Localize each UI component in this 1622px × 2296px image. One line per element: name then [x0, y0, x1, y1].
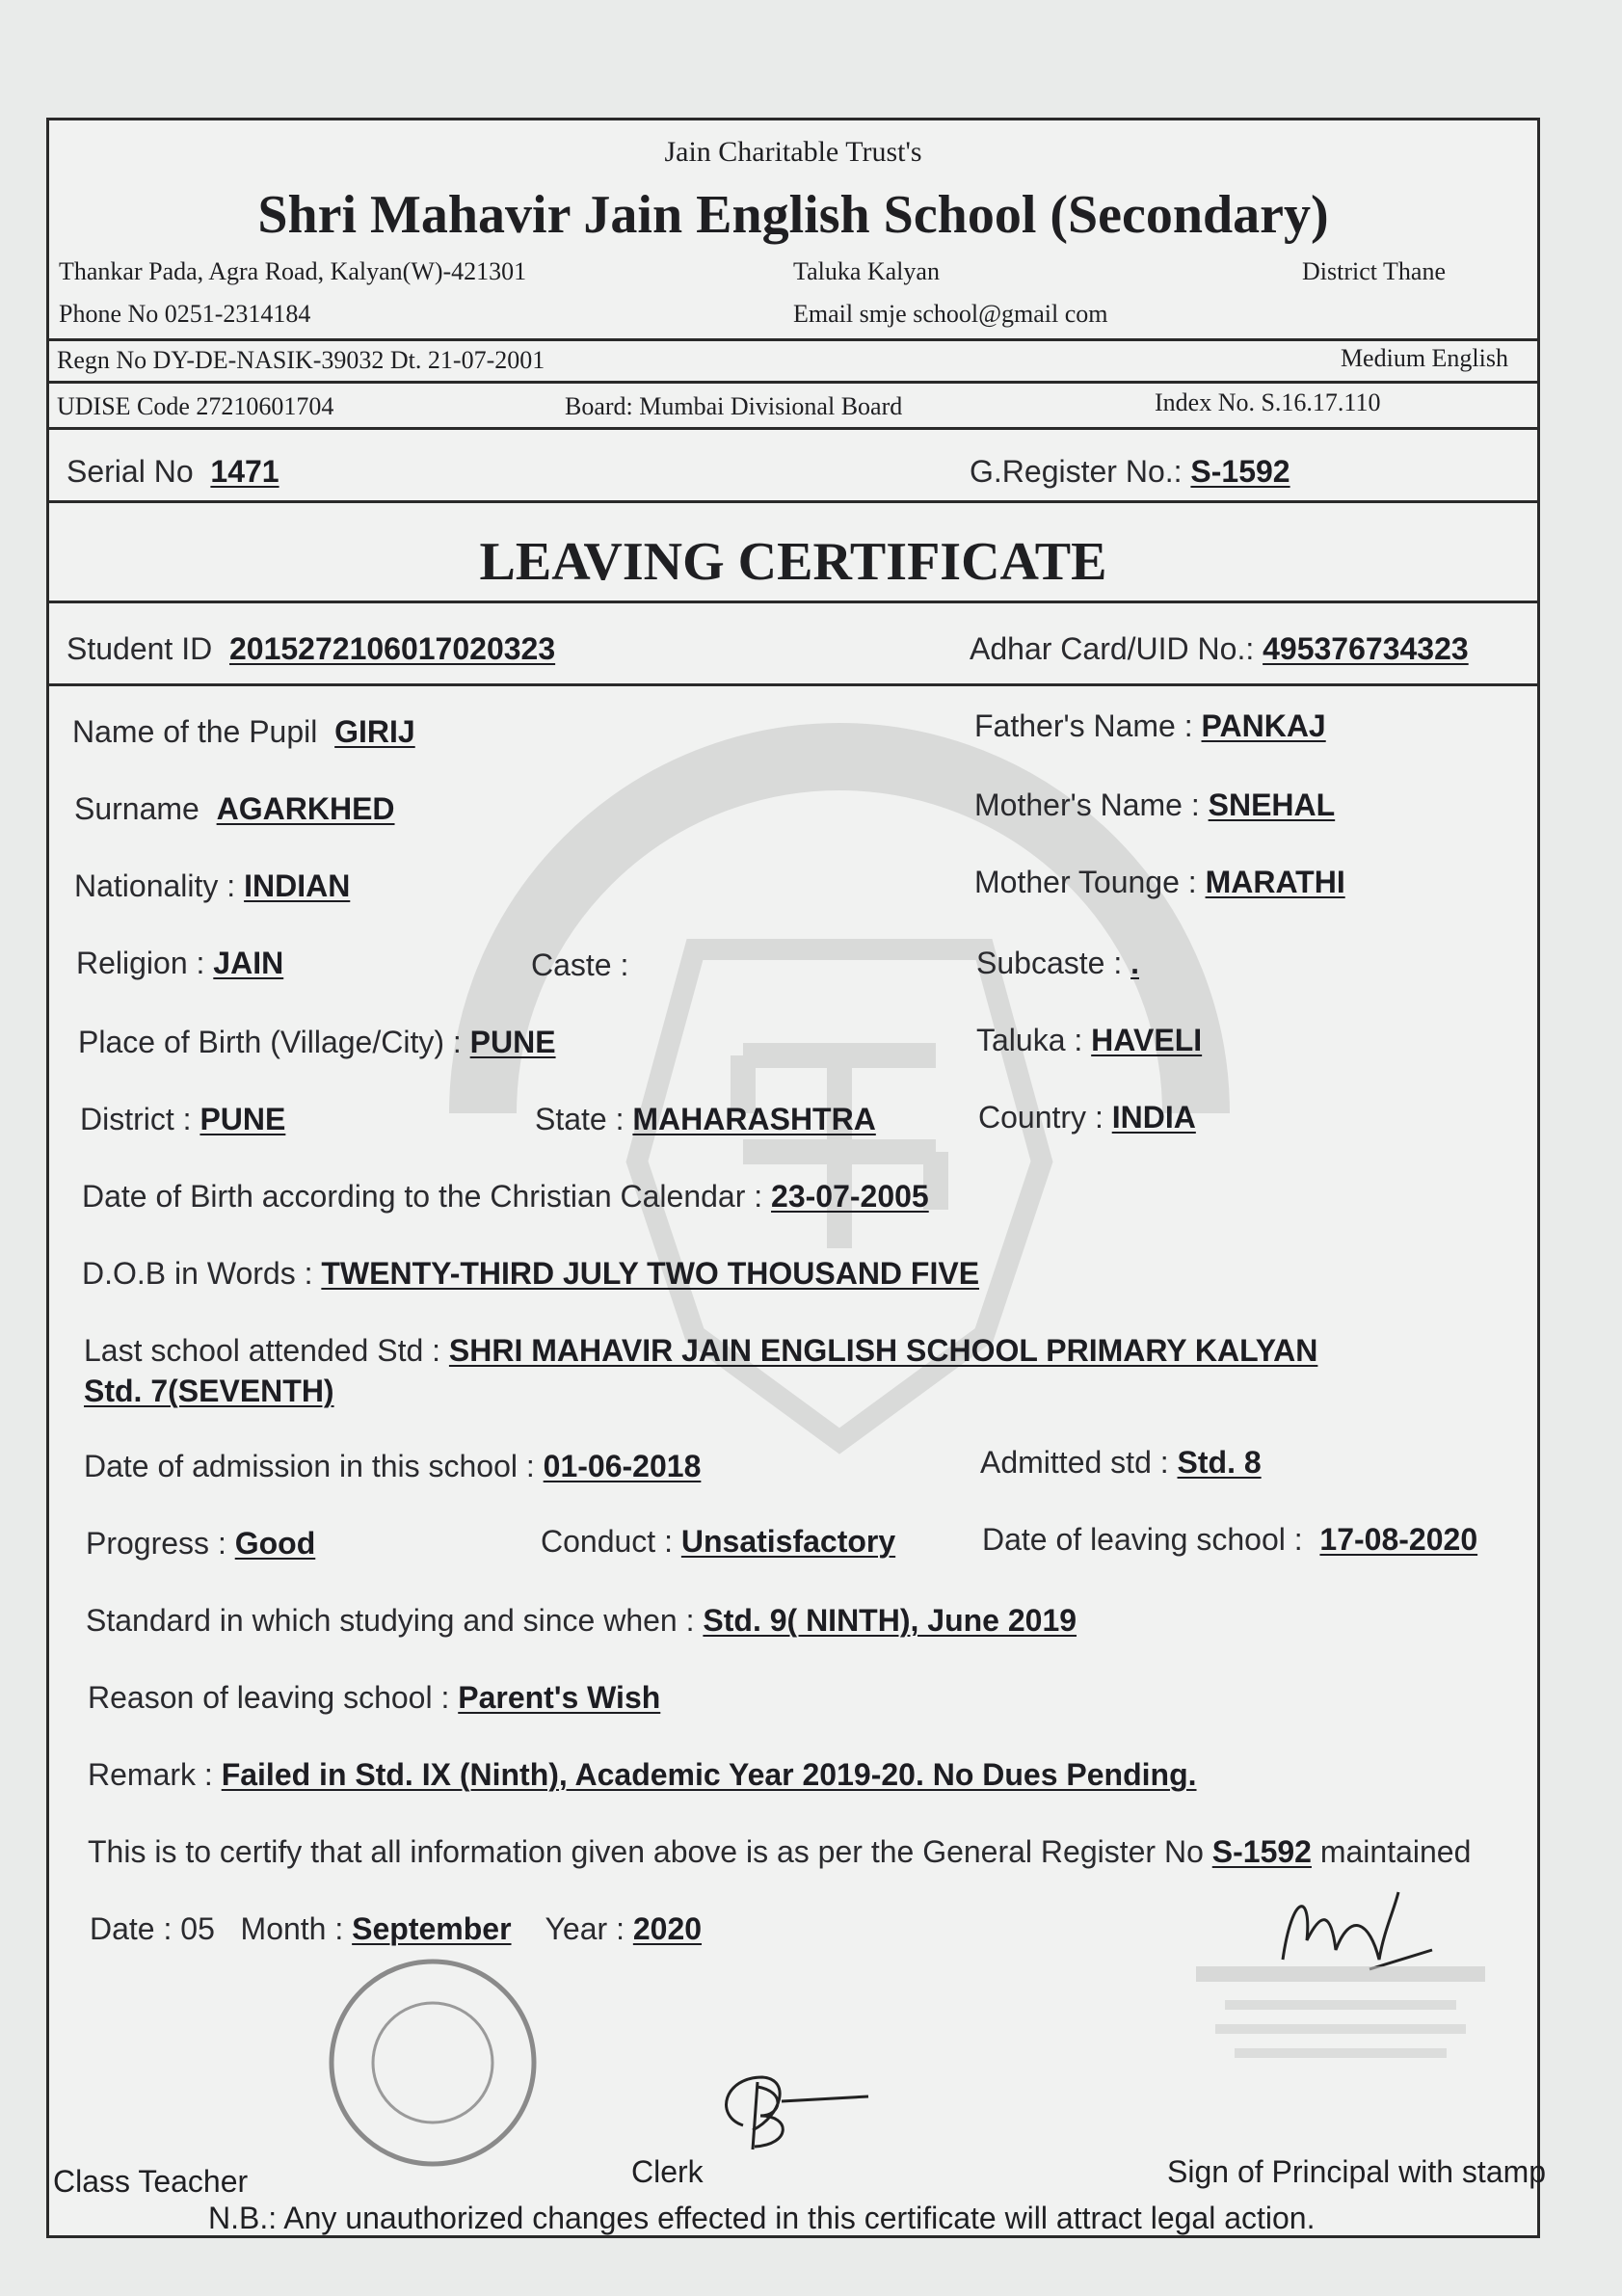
udise-code: UDISE Code 27210601704 — [57, 392, 334, 420]
g-register-number: G.Register No.: S-1592 — [970, 454, 1290, 489]
serial-number-value: 1471 — [210, 454, 279, 489]
last-school-attended: Last school attended Std : SHRI MAHAVIR JAIN ENGLISH SCHOOL PRIMARY KALYAN — [84, 1333, 1318, 1368]
clerk-label: Clerk — [631, 2154, 704, 2189]
clerk-signature — [685, 2058, 878, 2164]
trust-name: Jain Charitable Trust's — [664, 136, 922, 168]
certificate-title: LEAVING CERTIFICATE — [479, 532, 1107, 592]
board: Board: Mumbai Divisional Board — [565, 392, 903, 420]
divider — [49, 601, 1537, 603]
surname: Surname AGARKHED — [74, 791, 395, 826]
date-of-birth: Date of Birth according to the Christian Calendar : 23-07-2005 — [82, 1179, 929, 1214]
class-teacher-label: Class Teacher — [53, 2164, 249, 2199]
divider — [49, 381, 1537, 384]
registration-number: Regn No DY-DE-NASIK-39032 Dt. 21-07-2001 — [57, 346, 545, 374]
divider — [49, 338, 1537, 341]
certification-statement: This is to certify that all information given above is as per the General Register No S-1592 maintained — [88, 1834, 1472, 1869]
school-name: Shri Mahavir Jain English School (Secondary) — [257, 185, 1329, 245]
leaving-reason: Reason of leaving school : Parent's Wish — [88, 1680, 661, 1715]
divider — [49, 683, 1537, 686]
admission-date: Date of admission in this school : 01-06-2018 — [84, 1449, 702, 1483]
subcaste: Subcaste : . — [976, 946, 1139, 980]
mother-name: Mother's Name : SNEHAL — [974, 788, 1336, 822]
adhar-number: Adhar Card/UID No.: 495376734323 — [970, 631, 1469, 666]
divider — [49, 427, 1537, 430]
birth-taluka: Taluka : HAVELI — [976, 1023, 1203, 1057]
school-district: District Thane — [1302, 257, 1446, 285]
current-standard: Standard in which studying and since when : Std. 9( NINTH), June 2019 — [86, 1603, 1077, 1638]
legal-note: N.B.: Any unauthorized changes effected in this certificate will attract legal action. — [208, 2201, 1316, 2235]
birth-state: State : MAHARASHTRA — [535, 1102, 876, 1136]
principal-stamp — [1186, 1957, 1504, 2092]
pupil-name: Name of the Pupil GIRIJ — [72, 714, 415, 749]
birth-district: District : PUNE — [80, 1102, 286, 1136]
admitted-std: Admitted std : Std. 8 — [980, 1445, 1262, 1480]
student-id: Student ID 2015272106017020323 — [66, 631, 556, 666]
school-seal-stamp — [317, 1952, 548, 2174]
medium: Medium English — [1340, 344, 1508, 372]
place-of-birth: Place of Birth (Village/City) : PUNE — [78, 1025, 556, 1059]
school-address: Thankar Pada, Agra Road, Kalyan(W)-421301 — [59, 257, 527, 285]
religion: Religion : JAIN — [76, 946, 284, 980]
mother-tongue: Mother Tounge : MARATHI — [974, 865, 1345, 899]
g-register-value: S-1592 — [1190, 454, 1290, 489]
father-name: Father's Name : PANKAJ — [974, 708, 1326, 743]
birth-country: Country : INDIA — [978, 1100, 1196, 1135]
conduct: Conduct : Unsatisfactory — [541, 1524, 896, 1559]
principal-sign-label: Sign of Principal with stamp — [1167, 2154, 1547, 2189]
dob-in-words: D.O.B in Words : TWENTY-THIRD JULY TWO THOUSAND FIVE — [82, 1256, 980, 1291]
remark: Remark : Failed in Std. IX (Ninth), Academic Year 2019-20. No Dues Pending. — [88, 1757, 1197, 1792]
leaving-date: Date of leaving school : 17-08-2020 — [982, 1522, 1478, 1557]
school-taluka: Taluka Kalyan — [793, 257, 940, 285]
caste: Caste : — [531, 948, 629, 982]
school-phone: Phone No 0251-2314184 — [59, 300, 311, 328]
school-email: Email smje school@gmail com — [793, 300, 1108, 328]
nationality: Nationality : INDIAN — [74, 868, 351, 903]
index-number: Index No. S.16.17.110 — [1155, 388, 1381, 416]
serial-number: Serial No 1471 — [66, 454, 279, 489]
leaving-certificate — [46, 118, 1547, 2238]
last-school-std: Std. 7(SEVENTH) — [84, 1374, 334, 1408]
progress: Progress : Good — [86, 1526, 316, 1561]
divider — [49, 500, 1537, 503]
issue-date: Date : 05 Month : September Year : 2020 — [90, 1911, 703, 1946]
